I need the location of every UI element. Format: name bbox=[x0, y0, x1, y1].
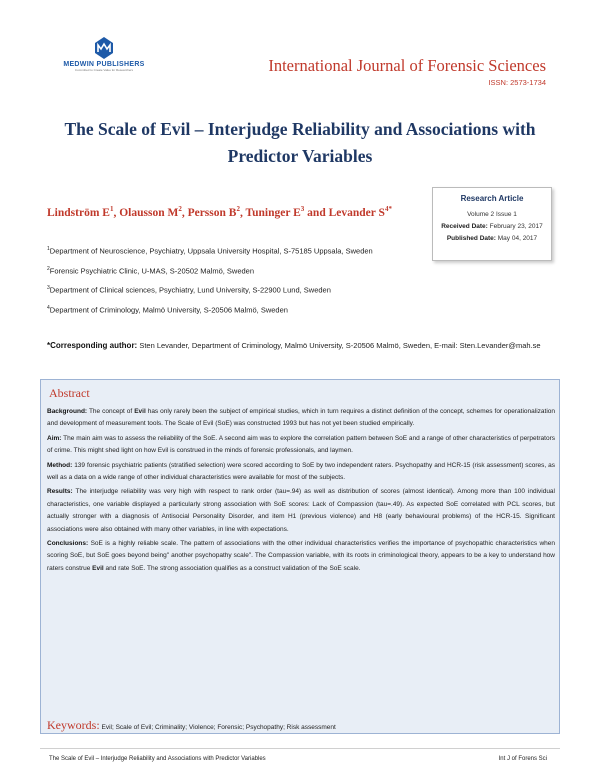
abstract-results: Results: The interjudge reliability was very high with respect to rank order (tau=.94) as well as distribution of scores (almost identical). Among more than 100 individual characteristics, one variable displayed a particularly strong association with SoE scores: Lack of Compassion (tau=.49). As expected SoE correlated with PCL scores, but actually stronger with a diagnosis of Antisocial Personality Disorder, and item H1 (previous violence) and H8 (early behavioural problems) of the HCR-15. Significant associations were also obtained with many other variables, in line with expectations. bbox=[47, 488, 555, 533]
corresponding-author: *Corresponding author: Sten Levander, Department of Criminology, Malmö University, S-20506 Malmö, Sweden, E-mail: Sten.Levander@mah.se bbox=[47, 341, 541, 350]
publisher-name: MEDWIN PUBLISHERS bbox=[63, 61, 145, 68]
affiliation: $^3$Department of Clinical sciences, Psychiatry, Lund University, S-22900 Lund, Sweden bbox=[47, 285, 331, 295]
journal-header bbox=[268, 56, 546, 87]
author: Olausson $M^2$ bbox=[119, 205, 182, 219]
abstract-heading: Abstract bbox=[49, 386, 90, 400]
affiliations bbox=[47, 243, 417, 321]
footer-divider bbox=[40, 748, 560, 749]
abstract-method: Method: 139 forensic psychiatric patients (stratified selection) were scored according to SoE by two independent raters. Psychopathy and HCR-15 (risk assessment) scores, as well as a data on a wide range of other individual characteristics were available for most of the subjects. bbox=[47, 461, 555, 482]
affiliation: $^2$Forensic Psychiatric Clinic, U-MAS, S-20502 Malmö, Sweden bbox=[47, 265, 255, 275]
abstract-aim: Aim: The main aim was to assess the reliability of the SoE. A second aim was to explore the correlation pattern between SoE and a range of other characteristics of perpetrators of crime. This might shed light on how Evil is construed in the minds of forensic professionals, and laymen. bbox=[47, 434, 555, 455]
footer-running-title: The Scale of Evil – Interjudge Reliability and Associations with Predictor Variables bbox=[49, 756, 266, 762]
author: Lindström $E^1$ bbox=[47, 205, 114, 219]
received-date: Received Date: February 23, 2017 bbox=[441, 223, 543, 230]
journal-issn: ISSN: 2573-1734 bbox=[488, 78, 546, 87]
mw-logo-icon bbox=[89, 36, 119, 60]
article-volume: Volume 2 Issue 1 bbox=[467, 211, 517, 218]
publisher-tagline: Committed to Create Value for Researchers bbox=[74, 68, 134, 72]
abstract-background: Background: The concept of Evil has only rarely been the subject of empirical studies, which in turn requires a distinct definition of the concept, schemes for operationalization and development of measurement tools. The Scale of Evil (SoE) was constructed 1993 but has not yet been studied empirically. bbox=[47, 408, 555, 428]
author-list: Lindström $E^1$, Olausson $M^2$, Persson $B^2$, Tuninger $E^3$ and Levander $S^{4*}$ bbox=[47, 205, 392, 219]
abstract-section bbox=[40, 379, 560, 734]
affiliation: $^4$Department of Criminology, Malmö University, S-20506 Malmö, Sweden bbox=[47, 304, 288, 314]
publisher-logo bbox=[44, 36, 164, 72]
author: Persson $B^2$ bbox=[187, 205, 240, 219]
author: Tuninger $E^3$ bbox=[245, 205, 305, 219]
footer-journal-abbrev: Int J of Forens Sci bbox=[498, 756, 547, 762]
abstract-body bbox=[47, 406, 555, 577]
keywords-text: Evil; Scale of Evil; Criminality; Violence; Forensic; Psychopathy; Risk assessment bbox=[101, 724, 336, 731]
journal-title[interactable]: International Journal of Forensic Sciences bbox=[268, 56, 546, 75]
affiliation: $^1$Department of Neuroscience, Psychiatry, Uppsala University Hospital, S-75185 Uppsala, Sweden bbox=[47, 246, 373, 256]
author: Levander $S^{4*}$ bbox=[328, 205, 392, 219]
keywords-label: Keywords: bbox=[47, 718, 100, 732]
article-type: Research Article bbox=[460, 194, 524, 203]
published-date: Published Date: May 04, 2017 bbox=[446, 235, 538, 242]
article-title: The Scale of Evil – Interjudge Reliability and Associations with Predictor Variables bbox=[64, 119, 536, 166]
article-info-box bbox=[432, 187, 552, 261]
keywords bbox=[47, 718, 336, 733]
abstract-conclusions: Conclusions: SoE is a highly reliable scale. The pattern of associations with the other individual characteristics verifies the importance of psychopathic characteristics when scoring SoE, but SoE goes beyond being" another psychopathy scale". The Compassion variable, with its roots in criminological theory, appears to be a key to understand how raters construe Evil and rate SoE. The strong association qualifies as a construct validation of the SoE scale. bbox=[47, 540, 555, 572]
